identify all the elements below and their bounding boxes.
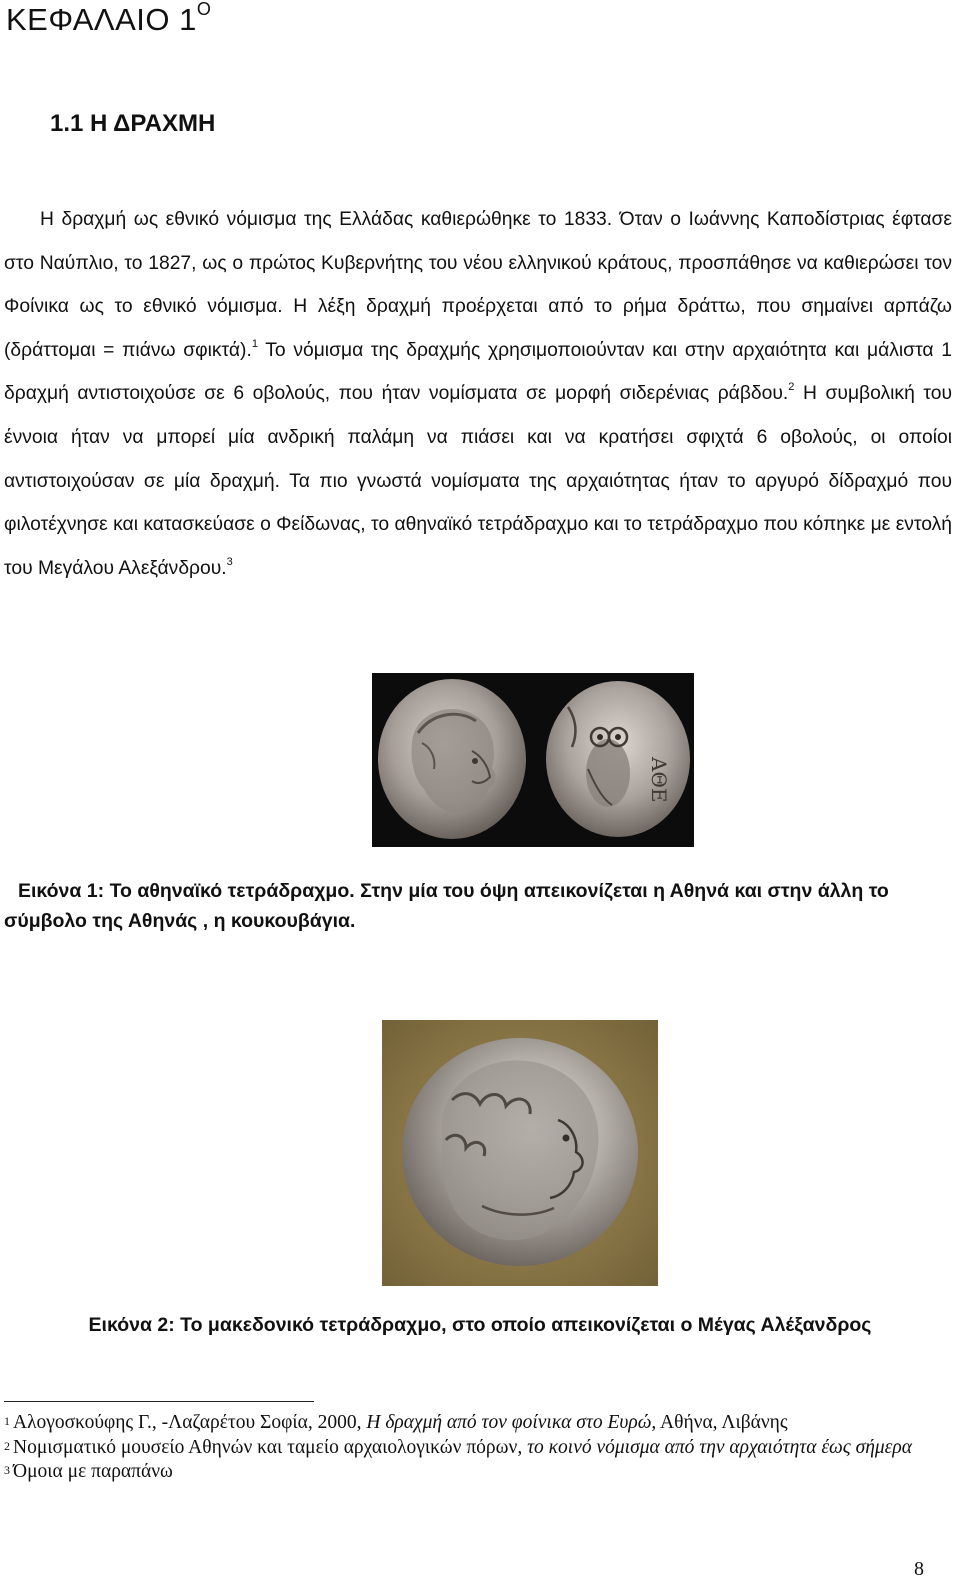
owl-coin <box>546 681 690 837</box>
footnote-2-number: 2 <box>4 1438 10 1453</box>
footnote-2-title: το κοινό νόμισμα από την αρχαιότητα έως σήμερα <box>527 1436 912 1458</box>
figure-macedonian-tetradrachm <box>382 1020 658 1286</box>
paragraph-part-1: Η δραχμή ως εθνικό νόμισμα της Ελλάδας καθιερώθηκε το 1833. Όταν ο Ιωάννης Καποδίστριας έφτασε στο Ναύπλιο, το 1827, ως ο πρώτος Κυβερνήτης του νέου ελληνικού κράτους, προσπάθησε να καθιερώσει τον Φοίνικα ως το εθνικό νόμισμα. Η λέξη δραχμή προέρχεται από το ρήμα δράττω, που σημαίνει αρπάζω (δράττομαι = πιάνω σφικτά). <box>4 209 952 361</box>
chapter-title: ΚΕΦΑΛΑΙΟ 1 <box>6 2 197 37</box>
footnote-ref-2[interactable]: 2 <box>788 381 795 394</box>
footnotes <box>4 1411 934 1485</box>
footnote-1-title: Η δραχμή από τον φοίνικα στο Ευρώ, <box>366 1412 657 1433</box>
footnote-3-text: Όμοια με παραπάνω <box>13 1461 173 1482</box>
footnote-ref-1[interactable]: 1 <box>251 337 258 350</box>
footnote-ref-3[interactable]: 3 <box>226 555 233 568</box>
footnote-2-text: Νομισματικό μουσείο Αθηνών και ταμείο αρχαιολογικών πόρων, <box>13 1436 528 1458</box>
chapter-heading <box>6 2 211 38</box>
page-number: 8 <box>914 1558 924 1580</box>
figure-2-caption: Εικόνα 2: Το μακεδονικό τετράδραχμο, στο οποίο απεικονίζεται ο Μέγας Αλέξανδρος <box>88 1314 872 1336</box>
paragraph-part-3: Η συμβολική του έννοια ήταν να μπορεί μία ανδρική παλάμη να πιάσει και να κρατήσει σφιχτά 6 οβολούς, οι οποίοι αντιστοιχούσαν σε μία δραχμή. Τα πιο γνωστά νομίσματα της αρχαιότητας ήταν το αργυρό δίδραχμό που φιλοτέχνησε και κατασκεύασε ο Φείδωνας, το αθηναϊκό τετράδραχμο και το τετράδραχμο που κόπηκε με εντολή του Μεγάλου Αλεξάνδρου. <box>4 383 952 579</box>
figure-1-caption-text: Εικόνα 1: Το αθηναϊκό τετράδραχμο. Στην μία του όψη απεικονίζεται η Αθηνά και στην άλλη το σύμβολο της Αθηνάς , η κουκουβάγια. <box>4 880 889 932</box>
paragraph-part-2: Το νόμισμα της δραχμής χρησιμοποιούνταν και στην αρχαιότητα και μάλιστα 1 δραχμή αντιστοιχούσε σε 6 οβολούς, που ήταν νομίσματα σε μορφή σιδερένιας ράβδου. <box>4 339 952 405</box>
figure-athenian-tetradrachm <box>372 673 694 847</box>
svg-text:ΑΘΕ: ΑΘΕ <box>647 757 671 803</box>
footnote-1 <box>4 1411 934 1436</box>
footnote-2 <box>4 1436 934 1461</box>
main-paragraph <box>4 198 952 590</box>
footnote-3 <box>4 1460 934 1485</box>
figure-1-caption <box>4 876 944 936</box>
footnote-1-after: Αθήνα, Λιβάνης <box>656 1412 788 1433</box>
alexander-coin-image <box>382 1020 658 1286</box>
section-heading: 1.1 Η ΔΡΑΧΜΗ <box>50 110 216 137</box>
footnote-3-number: 3 <box>4 1463 10 1477</box>
footnote-1-text: Αλογοσκούφης Γ., -Λαζαρέτου Σοφία, 2000, <box>13 1412 367 1433</box>
footnote-separator <box>4 1401 314 1402</box>
athenian-coins-image <box>372 673 694 847</box>
athena-coin <box>378 679 526 839</box>
chapter-superscript: Ο <box>196 0 212 19</box>
footnote-1-number: 1 <box>4 1414 10 1428</box>
